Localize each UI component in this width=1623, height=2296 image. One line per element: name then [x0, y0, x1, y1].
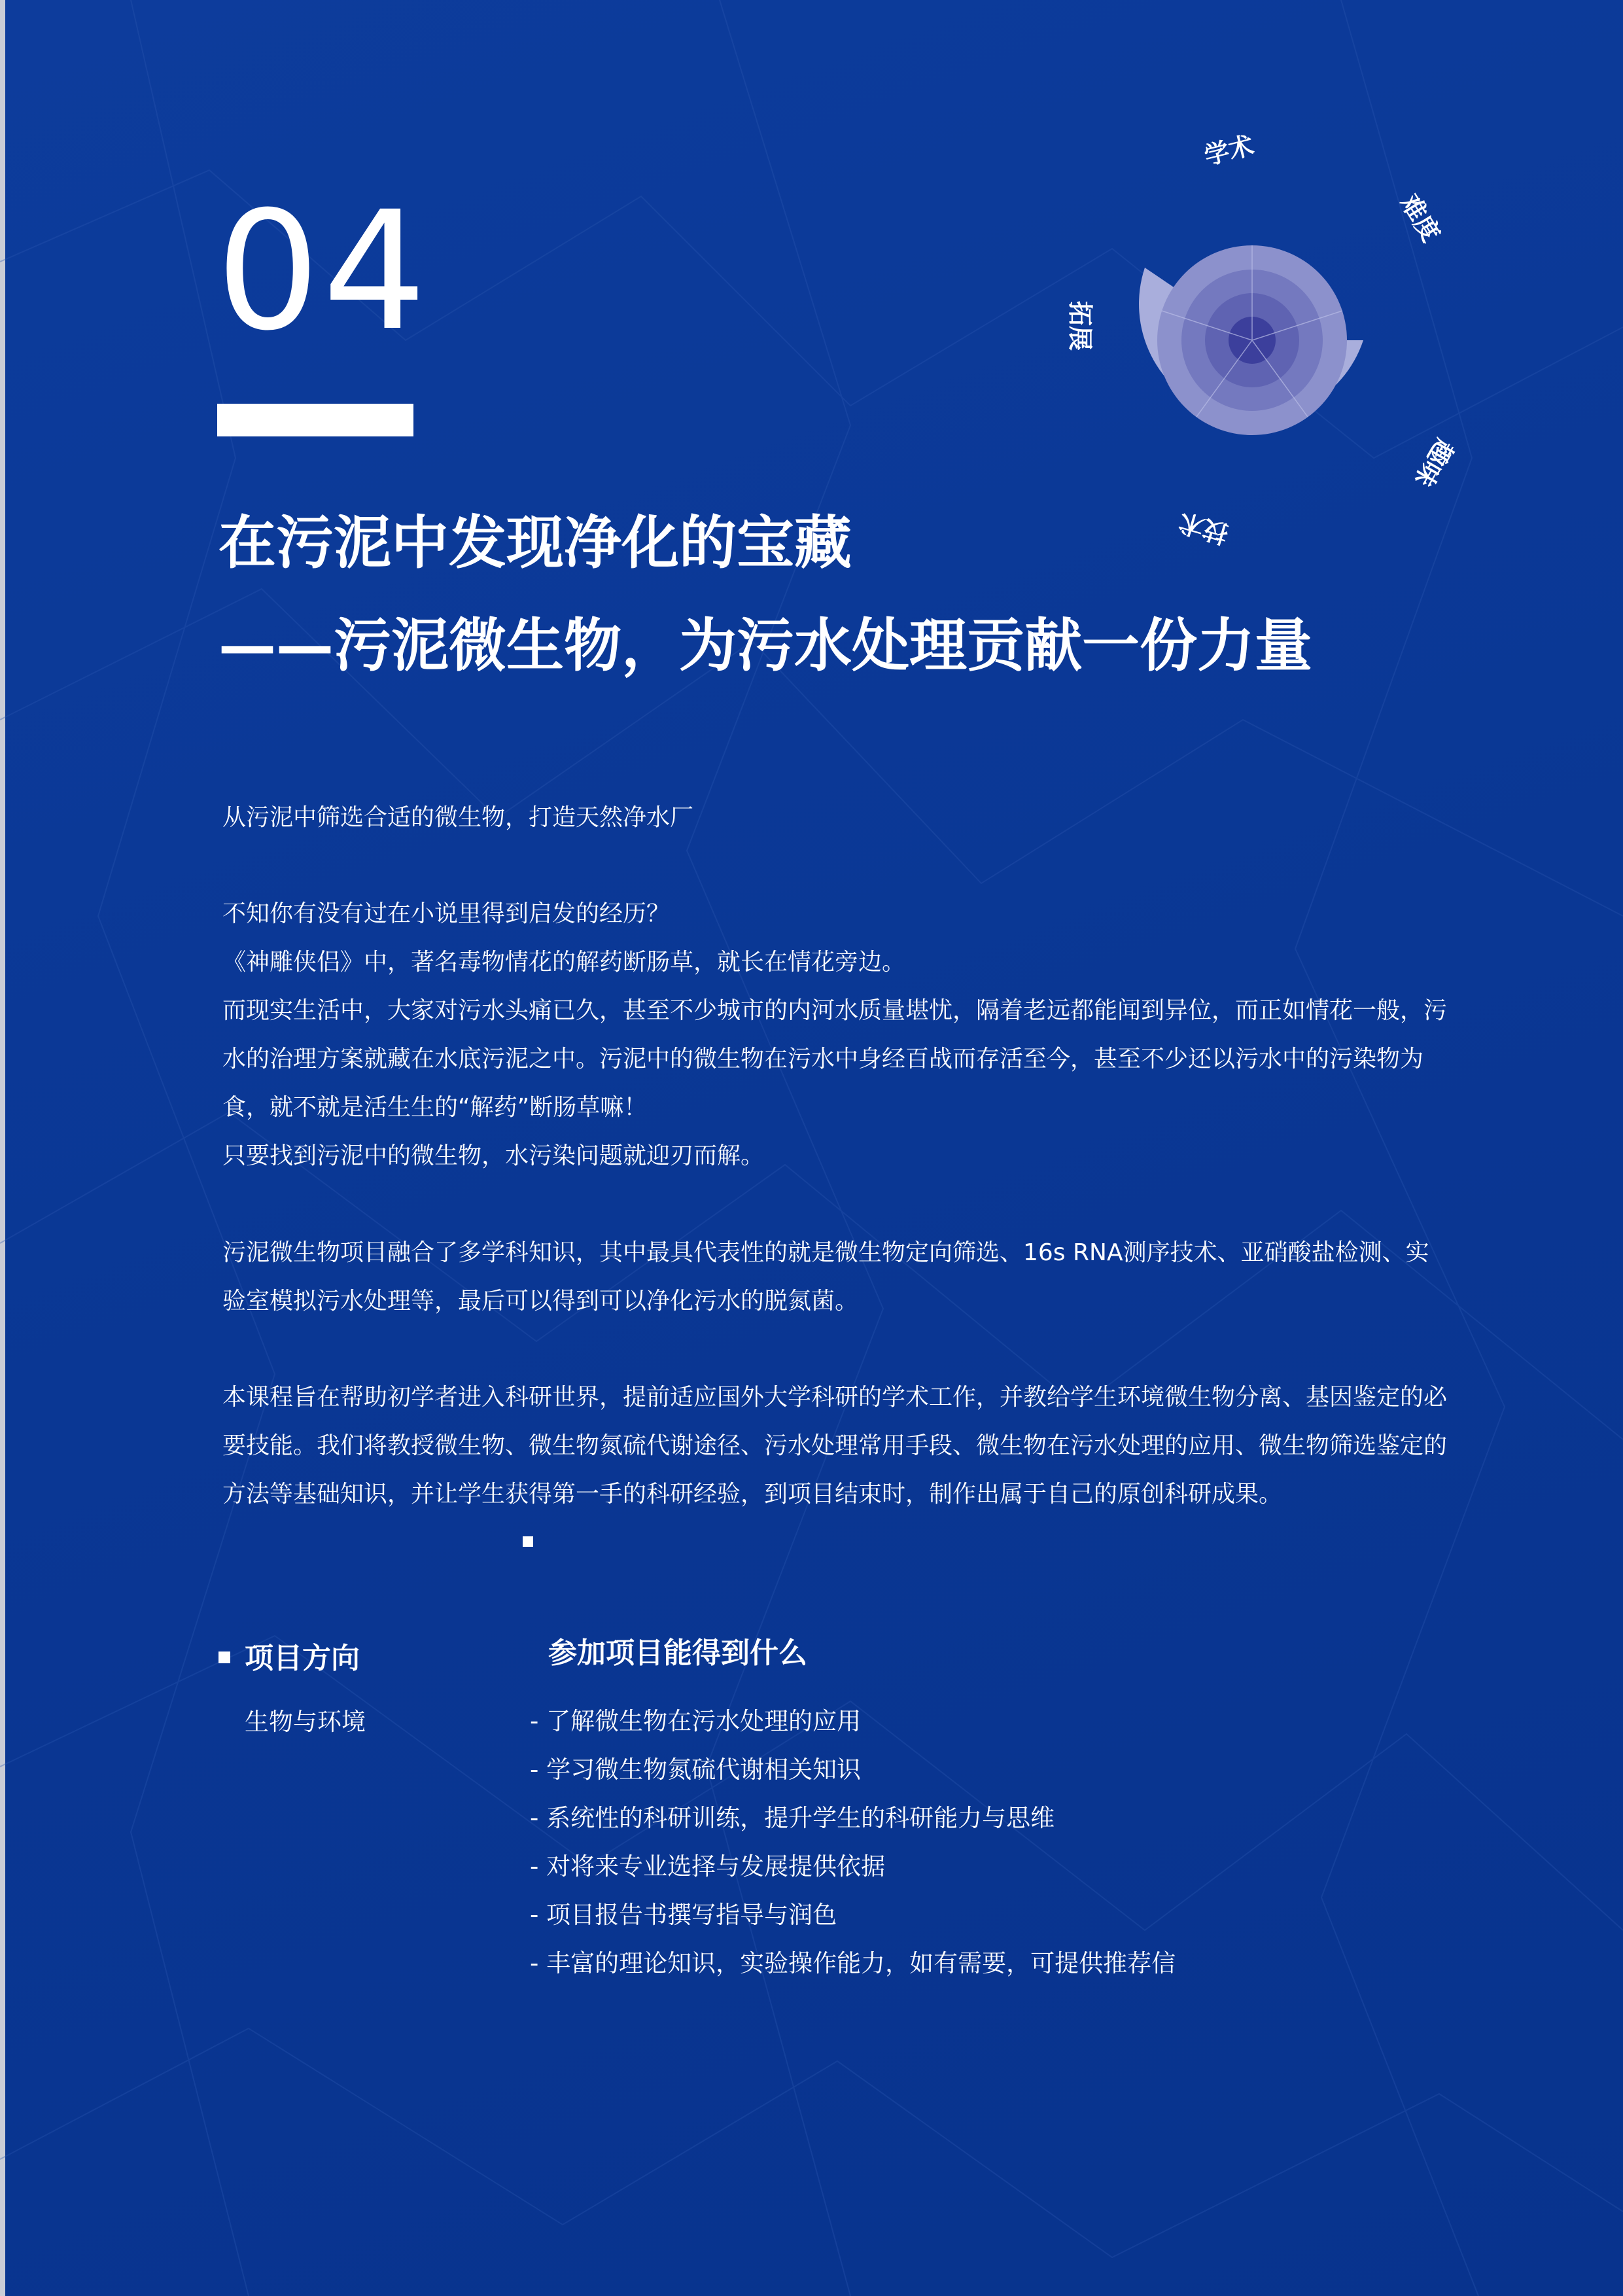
intro-paragraph: 不知你有没有过在小说里得到启发的经历？	[222, 900, 671, 927]
chapter-title-line-2: ——污泥微生物，为污水处理贡献一份力量	[218, 612, 1313, 679]
chapter-number: 04	[216, 176, 430, 366]
gains-list-item: - 了解微生物在污水处理的应用	[530, 1707, 862, 1735]
intro-subtitle: 从污泥中筛选合适的微生物，打造天然净水厂	[222, 804, 694, 831]
gains-list-item: - 丰富的理论知识，实验操作能力，如有需要，可提供推荐信	[530, 1949, 1176, 1977]
intro-paragraph: 而现实生活中，大家对污水头痛已久，甚至不少城市的内河水质量堪忧，隔着老远都能闻到异位，而正如情花一般，污水的治理方案就藏在水底污泥之中。污泥中的微生物在污水中身经百战而存活至今，甚至不少还以污水中的污染物为食，就不就是活生生的“解药”断肠草嘛！	[222, 997, 1448, 1121]
disciplines-paragraph: 污泥微生物项目融合了多学科知识，其中最具代表性的就是微生物定向筛选、16s RNA测序技术、亚硝酸盐检测、实验室模拟污水处理等，最后可以得到可以净化污水的脱氮菌。	[222, 1239, 1429, 1315]
project-direction-value: 生物与环境	[245, 1708, 366, 1736]
radar-label-extension: 拓展	[1066, 301, 1094, 351]
gains-list-item: - 对将来专业选择与发展提供依据	[530, 1852, 886, 1881]
intro-paragraph: 《神雕侠侣》中，著名毒物情花的解药断肠草，就长在情花旁边。	[222, 949, 906, 976]
radar-label-technique: 技术	[1176, 507, 1232, 549]
project-direction-heading: 项目方向	[245, 1642, 360, 1675]
gains-list-item: - 项目报告书撰写指导与润色	[530, 1901, 837, 1929]
gains-list	[530, 1697, 1176, 1988]
gains-list-item: - 学习微生物氮硫代谢相关知识	[530, 1756, 862, 1784]
title-accent-bar	[217, 404, 413, 436]
course-paragraph: 本课程旨在帮助初学者进入科研世界，提前适应国外大学科研的学术工作，并教给学生环境微生物分离、基因鉴定的必要技能。我们将教授微生物、微生物氮硫代谢途径、污水处理常用手段、微生物在污水处理的应用、微生物筛选鉴定的方法等基础知识，并让学生获得第一手的科研经验，到项目结束时，制作出属于自己的原创科研成果。	[222, 1384, 1448, 1508]
direction-bullet	[218, 1651, 230, 1663]
gains-heading: 参加项目能得到什么	[548, 1636, 807, 1670]
radar-label-difficulty: 难度	[1395, 189, 1446, 247]
radar-label-academic: 学术	[1201, 130, 1257, 171]
intro-paragraph: 只要找到污泥中的微生物，水污染问题就迎刃而解。	[222, 1142, 765, 1169]
intro-block	[222, 890, 1452, 1180]
radar-label-interest: 趣味	[1409, 434, 1459, 492]
chapter-title-line-1: 在污泥中发现净化的宝藏	[218, 509, 852, 576]
radar-rings	[1139, 245, 1363, 435]
decorative-square	[523, 1536, 533, 1547]
gains-list-item: - 系统性的科研训练，提升学生的科研能力与思维	[530, 1804, 1055, 1832]
skill-radar-chart	[1021, 124, 1478, 556]
